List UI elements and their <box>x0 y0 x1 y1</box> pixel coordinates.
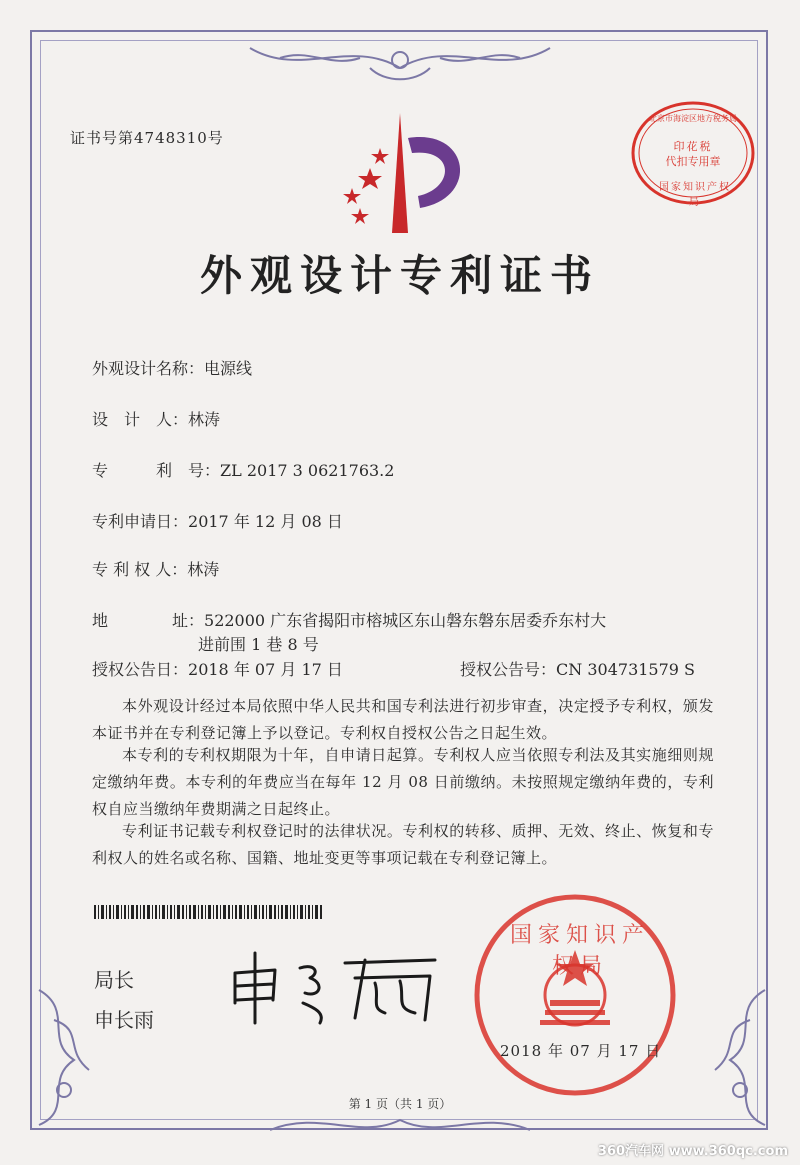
field-value: 林涛 <box>187 560 220 579</box>
field-value: 电源线 <box>204 359 253 378</box>
paragraph-2: 本专利的专利权期限为十年，自申请日起算。专利权人应当依照专利法及其实施细则规定缴纳年费。本专利的年费应当在每年 12 月 08 日前缴纳。未按照规定缴纳年费的，专利权自应当缴纳年费期满之日起终止。 <box>92 746 714 818</box>
document-title: 外观设计专利证书 <box>199 251 600 300</box>
field-label: 专 利 权 人： <box>92 560 188 579</box>
tax-stamp-bottom-text: 国家知识产权局 <box>659 182 731 208</box>
field-label: 设 计 人： <box>92 410 189 429</box>
tax-stamp-line1: 印花税 <box>673 140 713 153</box>
watermark: 360汽车网 www.360qc.com <box>597 1144 788 1159</box>
paragraph-1: 本外观设计经过本局依照中华人民共和国专利法进行初步审查，决定授予专利权，颁发本证书并在专利登记簿上予以登记。专利权自授权公告之日起生效。 <box>92 697 714 742</box>
field-address <box>92 608 606 631</box>
field-grant-date <box>92 657 343 680</box>
handwritten-signature <box>225 948 455 1028</box>
certificate-number: 证书号第4748310号 <box>70 129 224 147</box>
paragraph-3: 专利证书记载专利权登记时的法律状况。专利权的转移、质押、无效、终止、恢复和专利权人的姓名或名称、国籍、地址变更等事项记载在专利登记簿上。 <box>92 822 714 867</box>
tax-stamp-ring-text: 北京市海淀区地方税务局 <box>649 114 737 123</box>
signatory-name: 申长雨 <box>94 1008 154 1032</box>
signatory-title: 局长 <box>94 968 134 992</box>
field-design-name <box>92 356 252 379</box>
field-filing-date <box>92 509 343 532</box>
field-address-line2 <box>198 632 319 655</box>
field-label: 外观设计名称： <box>92 359 205 378</box>
field-patent-no <box>92 458 394 481</box>
field-label: 授权公告号： <box>460 660 557 679</box>
field-grant-no <box>460 657 695 680</box>
field-label: 专 利 号： <box>92 461 221 480</box>
barcode <box>94 905 324 919</box>
field-value: CN 304731579 S <box>556 660 696 679</box>
field-label: 授权公告日： <box>92 660 189 679</box>
signature-block <box>94 960 154 1040</box>
field-value: 2017 年 12 月 08 日 <box>188 512 343 531</box>
tax-stamp-line2: 代扣专用章 <box>665 155 721 168</box>
top-ornament <box>240 38 560 88</box>
bottom-ornament <box>260 1110 540 1140</box>
field-value: 522000 广东省揭阳市榕城区东山磐东磐东居委乔东村大 <box>204 611 607 630</box>
field-patentee <box>92 557 219 580</box>
field-value: 进前围 1 巷 8 号 <box>198 635 319 654</box>
field-label: 专利申请日： <box>92 512 189 531</box>
field-designer <box>92 407 220 430</box>
seal-ring-text: 国家知识产权局 <box>510 923 651 979</box>
field-value: ZL 2017 3 0621763.2 <box>220 461 395 480</box>
field-label: 地 址： <box>92 611 205 630</box>
page-number: 第 1 页（共 1 页） <box>348 1097 452 1111</box>
field-value: 林涛 <box>188 410 221 429</box>
patent-office-logo <box>330 108 480 238</box>
field-value: 2018 年 07 月 17 日 <box>188 660 343 679</box>
seal-date: 2018 年 07 月 17 日 <box>500 1042 662 1060</box>
